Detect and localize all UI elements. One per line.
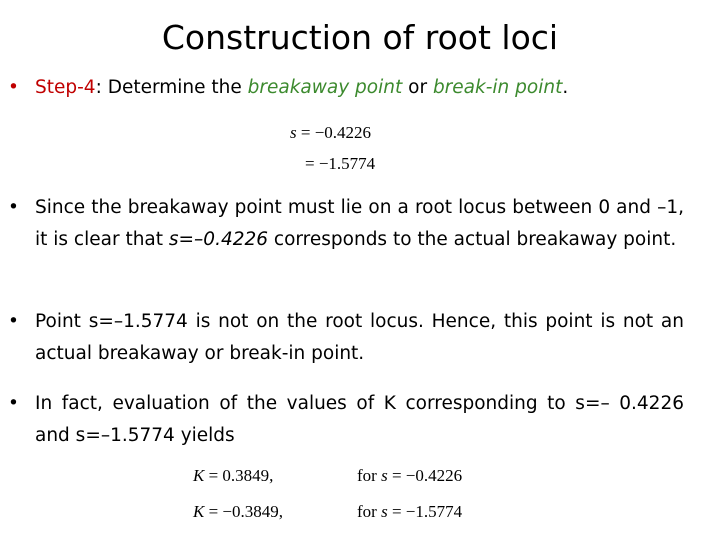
root-equation-2 <box>305 153 375 175</box>
s-value-1: = −0.4226 <box>387 466 463 485</box>
for-label: for <box>357 466 382 485</box>
bullet-breakaway-reasoning <box>8 192 684 256</box>
step-period: . <box>562 77 569 98</box>
bullet-symbol: • <box>8 311 19 332</box>
k-variable: K <box>193 502 205 521</box>
term-breakaway-point: breakaway point <box>247 77 403 98</box>
root-value-1: = −0.4226 <box>296 123 372 142</box>
root-value-2: = −1.5774 <box>305 154 376 173</box>
k-value-1: = 0.3849, <box>204 466 274 485</box>
for-label: for <box>357 502 382 521</box>
step-label: Step-4 <box>35 77 96 98</box>
root-equation-1 <box>290 122 371 144</box>
step-or: or <box>402 77 433 98</box>
bullet-k-evaluation <box>8 388 684 452</box>
bullet-not-on-locus <box>8 306 684 370</box>
k-variable: K <box>193 466 205 485</box>
k-condition-1 <box>357 466 462 486</box>
k-equation-2 <box>193 502 283 522</box>
bullet-symbol: • <box>8 197 19 218</box>
bullet4-text: In fact, evaluation of the values of K corresponding to s=– 0.4226 and s=–1.5774 yields <box>35 393 684 446</box>
k-equation-1 <box>193 466 273 486</box>
s-variable: s <box>381 466 388 485</box>
bullet2-italic-value: s=–0.4226 <box>168 229 269 250</box>
step-text: Determine the <box>107 77 248 98</box>
k-value-2: = −0.3849, <box>204 502 284 521</box>
bullet-symbol: • <box>8 77 19 98</box>
step-colon: : <box>95 77 108 98</box>
s-value-2: = −1.5774 <box>387 502 463 521</box>
bullet-symbol: • <box>8 393 19 414</box>
bullet3-text: Point s=–1.5774 is not on the root locus. Hence, this point is not an actual breakaway or break-in point. <box>35 311 684 364</box>
slide-title: Construction of root loci <box>161 18 559 57</box>
s-variable: s <box>290 123 297 142</box>
bullet-step-4 <box>8 72 684 104</box>
bullet2-text-before: Since the breakaway point must lie on a root locus between 0 and –1, it is clear that <box>35 197 684 250</box>
term-break-in-point: break-in point <box>432 77 563 98</box>
s-variable: s <box>381 502 388 521</box>
bullet2-text-after: corresponds to the actual breakaway point. <box>268 229 677 250</box>
k-condition-2 <box>357 502 462 522</box>
